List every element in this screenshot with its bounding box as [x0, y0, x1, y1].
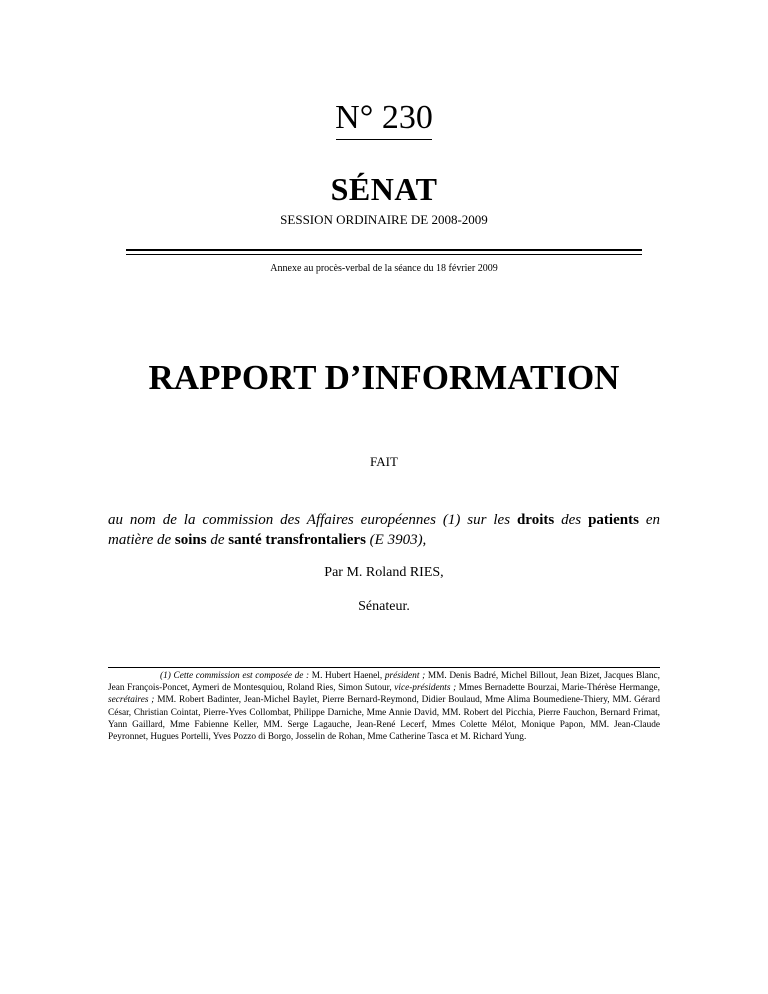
header-rule-thin [126, 254, 642, 255]
footnote-role-2: vice-présidents ; [394, 683, 457, 694]
subject-bold-3: soins [174, 532, 207, 548]
subject-part-3: en matière de [108, 512, 661, 548]
header-rule-thick [126, 249, 642, 251]
author-role: Sénateur. [358, 599, 410, 614]
report-title: RAPPORT D’INFORMATION [148, 358, 620, 397]
footnote-role-1: président ; [384, 671, 426, 681]
report-subject [108, 510, 660, 550]
footnote-text-1: M. Hubert Haenel, [311, 671, 383, 681]
commission-footnote [108, 670, 660, 743]
footnote-role-3: secrétaires ; [108, 695, 155, 706]
document-number: N° 230 [335, 99, 433, 136]
subject-part-5: (E 3903), [369, 532, 427, 548]
footnote-text-2: MM. Denis Badré, Michel Billout, Jean Bizet, Jacques Blanc, Jean François-Poncet, Aymeri de Montesquiou, Roland Ries, Simon Sutour, [108, 671, 660, 694]
footnote-text-3: Mmes Bernadette Bourzai, Marie-Thérèse Hermange, [458, 683, 660, 694]
session-label: SESSION ORDINAIRE DE 2008-2009 [280, 212, 488, 227]
subject-part-2: des [561, 512, 582, 528]
subject-bold-1: droits [516, 512, 555, 528]
footnote-lead: (1) Cette commission est composée de : [160, 671, 310, 681]
subject-part-4: de [210, 532, 225, 548]
number-underline [336, 139, 432, 140]
footnote-text-4: MM. Robert Badinter, Jean-Michel Baylet, Pierre Bernard-Reymond, Didier Boulaud, Mme Alima Boumediene-Thiery, MM. Gérard César, Christian Cointat, Pierre-Yves Collombat, Philippe Darniche, Mme Annie David, MM. Robert del Picchia, Pierre Fauchon, Bernard Frimat, Yann Gaillard, Mme Fabienne Keller, MM. Serge Lagauche, Jean-René Lecerf, Mmes Colette Mélot, Monique Papon, MM. Jean-Claude Peyronnet, Hugues Portelli, Yves Pozzo di Borgo, Josselin de Rohan, Mme Catherine Tasca et M. Richard Yung. [108, 695, 660, 743]
footnote-rule [108, 667, 660, 668]
subject-bold-4: santé transfrontaliers [228, 532, 366, 548]
author-line: Par M. Roland RIES, [324, 565, 444, 580]
subject-bold-2: patients [588, 512, 639, 528]
institution-name: SÉNAT [330, 171, 438, 207]
subject-part-1: au nom de la commission des Affaires européennes (1) sur les [108, 512, 511, 528]
annex-note: Annexe au procès-verbal de la séance du 18 février 2009 [270, 263, 498, 274]
made-label: FAIT [370, 454, 398, 469]
